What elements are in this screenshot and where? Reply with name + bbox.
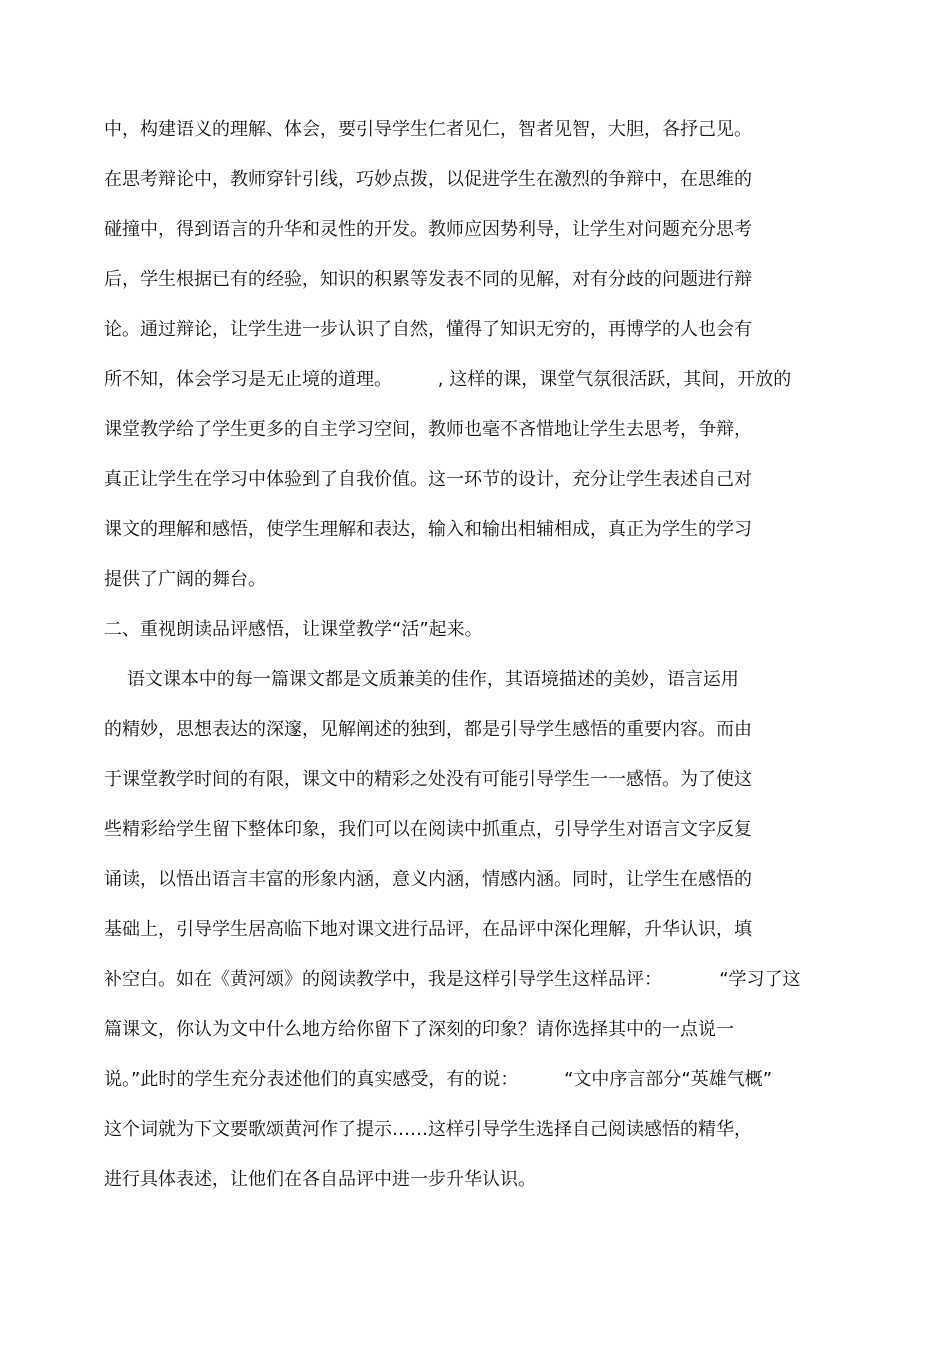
text-line: 在思考辩论中，教师穿针引线，巧妙点拨，以促进学生在激烈的争辩中，在思维的: [104, 169, 752, 190]
text-line: 的精妙，思想表达的深邃，见解阐述的独到，都是引导学生感悟的重要内容。而由: [104, 719, 752, 740]
text-line: 课文的理解和感悟，使学生理解和表达，输入和输出相辅相成，真正为学生的学习: [104, 519, 752, 540]
text-line: 语文课本中的每一篇课文都是文质兼美的佳作，其语境描述的美妙，语言运用: [104, 669, 739, 690]
text-line: 碰撞中，得到语言的升华和灵性的开发。教师应因势利导，让学生对问题充分思考: [104, 219, 752, 240]
text-line: 于课堂教学时间的有限，课文中的精彩之处没有可能引导学生一一感悟。为了使这: [104, 769, 752, 790]
text-line: 后，学生根据已有的经验，知识的积累等发表不同的见解，对有分歧的问题进行辩: [104, 269, 752, 290]
text-line: 提供了广阔的舞台。: [104, 569, 266, 590]
text-line: 诵读，以悟出语言丰富的形象内涵，意义内涵，情感内涵。同时，让学生在感悟的: [104, 869, 752, 890]
text-line: 进行具体表述，让他们在各自品评中进一步升华认识。: [104, 1169, 536, 1190]
section-heading: 二、重视朗读品评感悟，让课堂教学“活”起来。: [104, 619, 483, 640]
text-line: 论。通过辩论，让学生进一步认识了自然，懂得了知识无穷的，再博学的人也会有: [104, 319, 752, 340]
text-line: 中，构建语义的理解、体会，要引导学生仁者见仁，智者见智，大胆，各抒己见。: [104, 119, 752, 140]
text-line: 课堂教学给了学生更多的自主学习空间，教师也毫不吝惜地让学生去思考，争辩，: [104, 419, 752, 440]
text-line: 说。”此时的学生充分表述他们的真实感受，有的说： “文中序言部分“英雄气概”: [104, 1069, 773, 1090]
text-line: 补空白。如在《黄河颂》的阅读教学中，我是这样引导学生这样品评： “学习了这: [104, 969, 801, 990]
text-line: 篇课文，你认为文中什么地方给你留下了深刻的印象？请你选择其中的一点说一: [104, 1019, 734, 1040]
text-line: 基础上，引导学生居高临下地对课文进行品评，在品评中深化理解，升华认识，填: [104, 919, 752, 940]
text-line: 真正让学生在学习中体验到了自我价值。这一环节的设计，充分让学生表述自己对: [104, 469, 752, 490]
text-line: 所不知，体会学习是无止境的道理。 , 这样的课，课堂气氛很活跃，其间，开放的: [104, 369, 792, 390]
text-line: 些精彩给学生留下整体印象，我们可以在阅读中抓重点，引导学生对语言文字反复: [104, 819, 752, 840]
text-line: 这个词就为下文要歌颂黄河作了提示……这样引导学生选择自己阅读感悟的精华，: [104, 1119, 752, 1140]
